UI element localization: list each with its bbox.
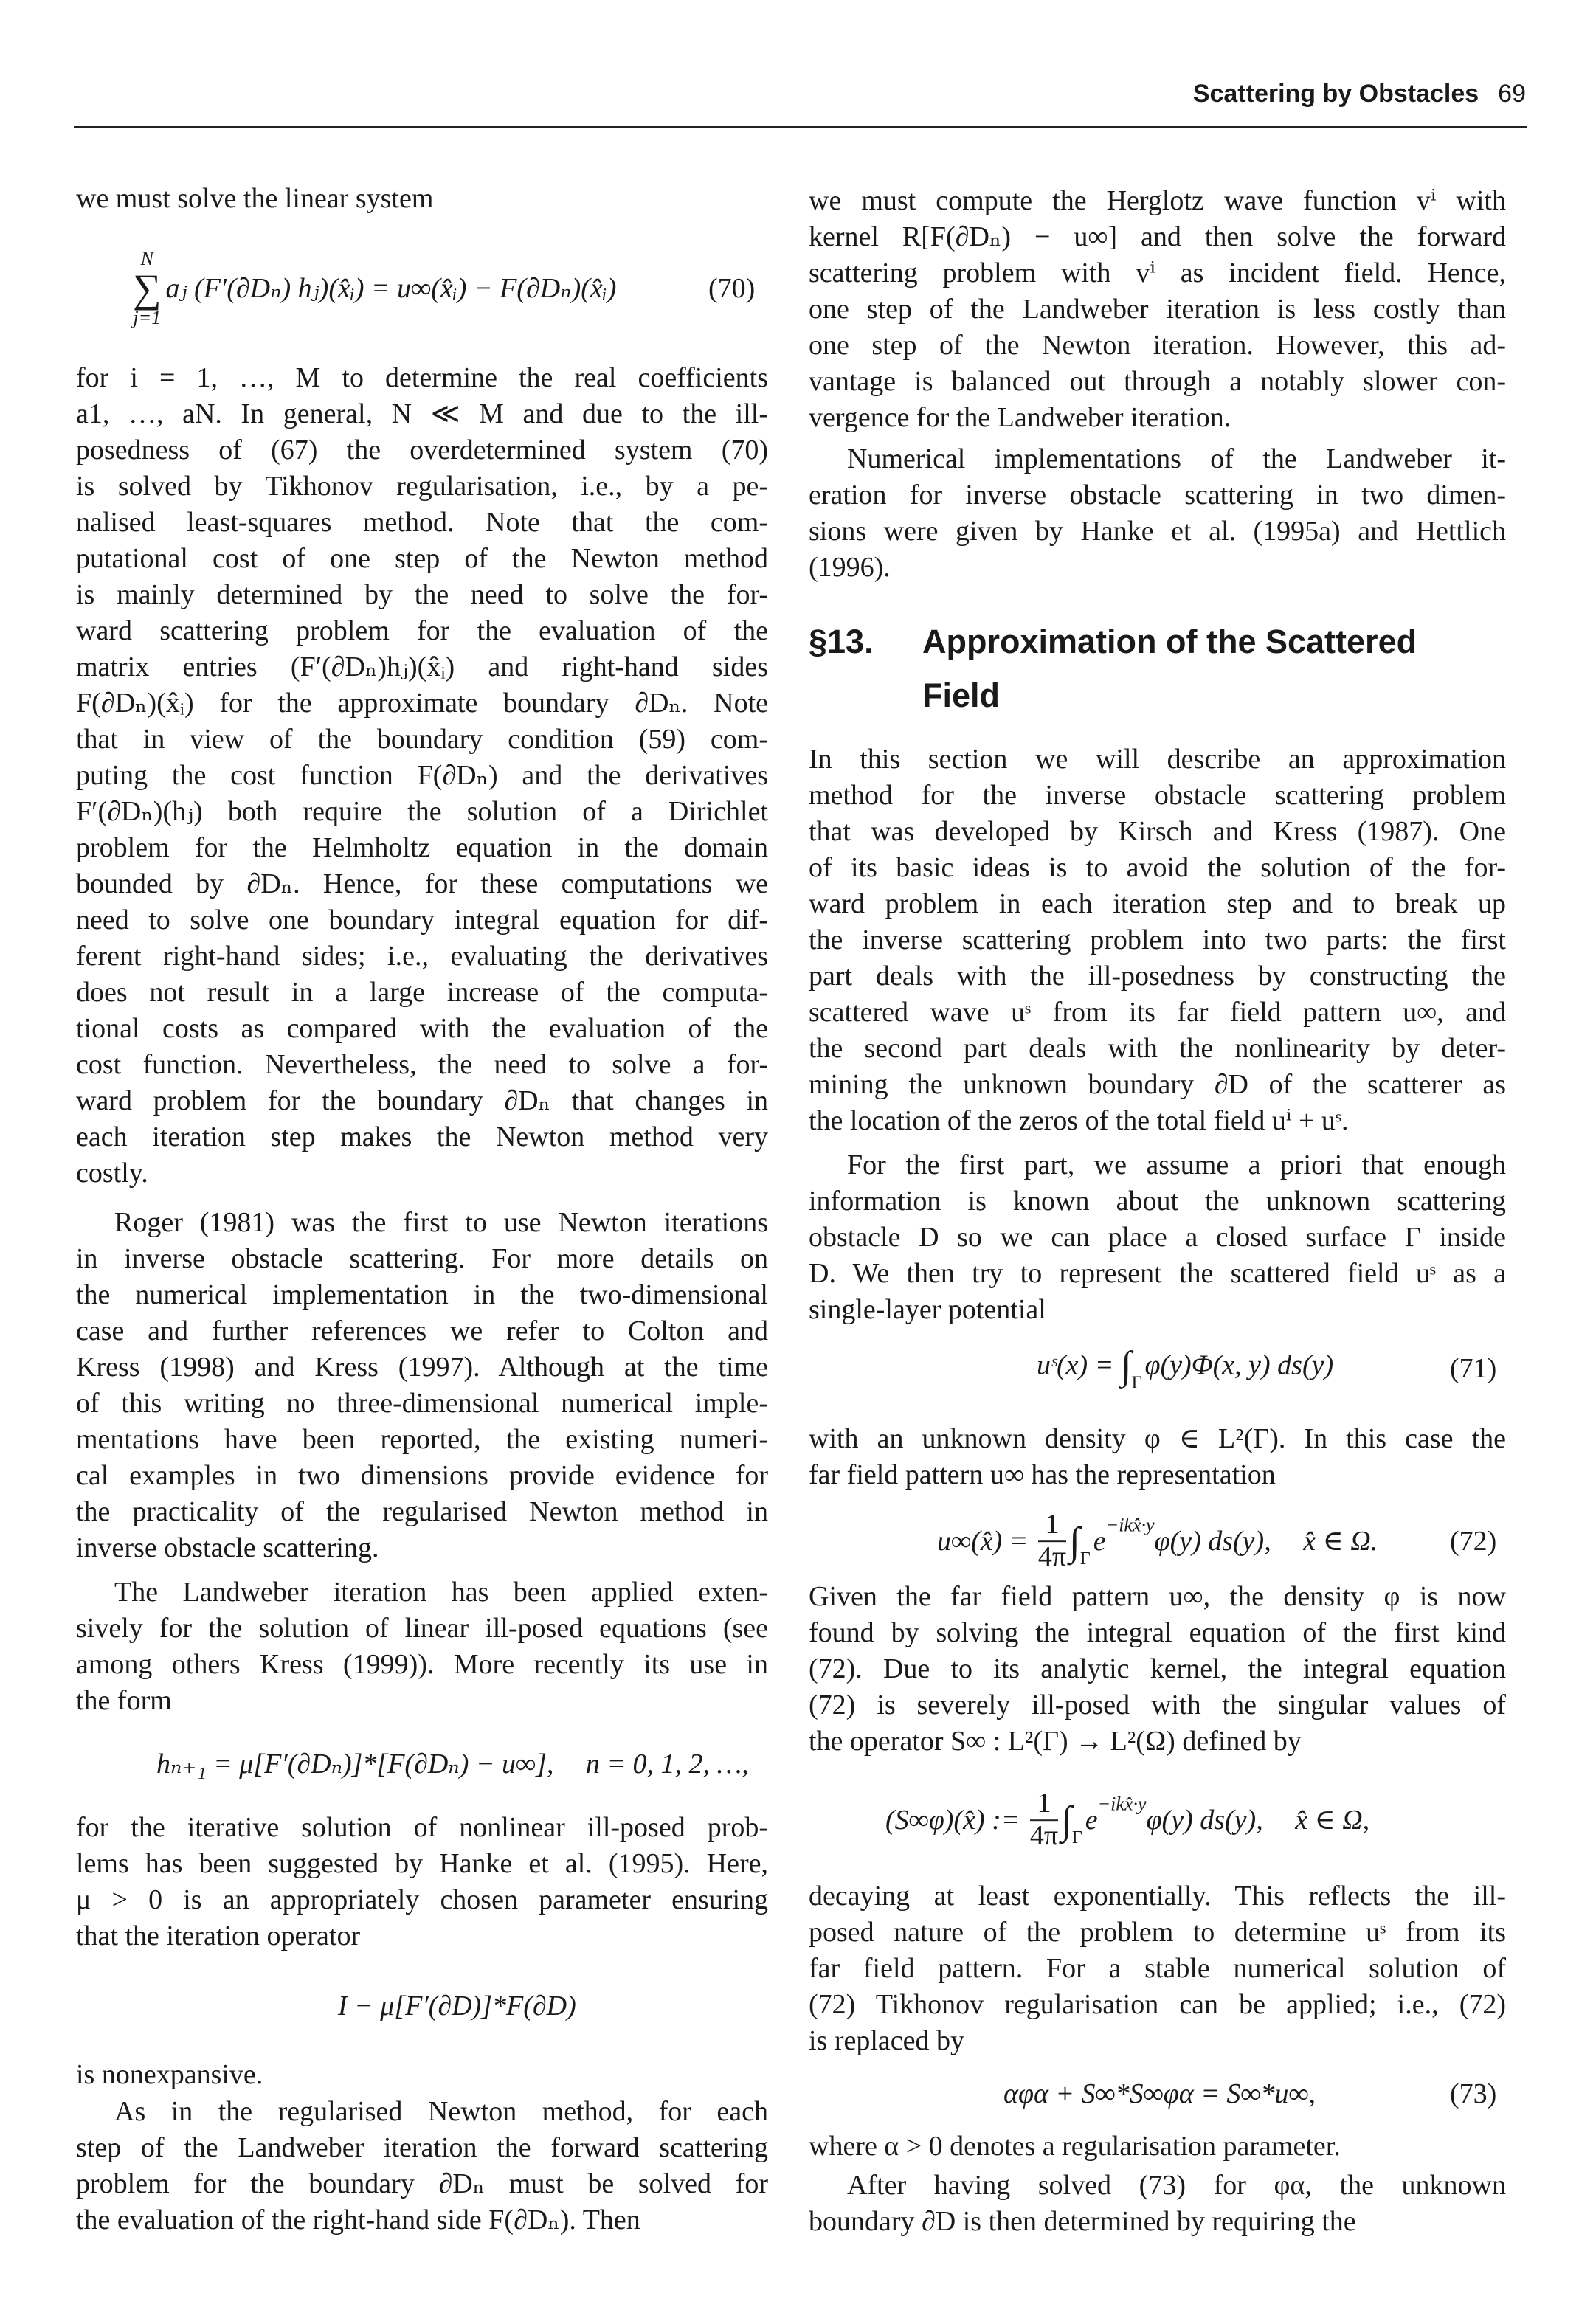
text-line: the practicality of the regularised Newton method in [76, 1496, 768, 1527]
text-line: single-layer potential [809, 1294, 1046, 1325]
running-title: Scattering by Obstacles [1192, 80, 1479, 108]
text-line: tional costs as compared with the evaluation of the [76, 1013, 768, 1044]
text-line: the inverse scattering problem into two parts: the first [809, 924, 1506, 955]
paragraph [76, 360, 768, 1192]
text-line: problem for the boundary ∂Dₙ must be solved for [76, 2168, 768, 2199]
text-line: of this writing no three-dimensional numerical imple- [76, 1388, 768, 1419]
equation-far-field-operator [885, 1788, 1369, 1852]
text-line: ward problem in each iteration step and to break up [809, 888, 1506, 919]
text-line: The Landweber iteration has been applied exten- [114, 1577, 768, 1608]
text-line: part deals with the ill-posedness by constructing the [809, 961, 1506, 992]
text-line: mentations have been reported, the existing numeri- [76, 1424, 768, 1455]
text-line: matrix entries (F′(∂Dₙ)hⱼ)(x̂ᵢ) and right-hand sides [76, 651, 768, 682]
integral-domain: Γ [1131, 1373, 1142, 1393]
text-line: one step of the Landweber iteration is less costly than [809, 294, 1506, 325]
paragraph [76, 1205, 768, 1566]
integral-symbol: ∫ [1061, 1798, 1072, 1842]
text-line: does not result in a large increase of the computa- [76, 977, 768, 1008]
text-line: sions were given by Hanke et al. (1995a) and Hettlich [809, 516, 1506, 547]
equation-body: aⱼ (F′(∂Dₙ) hⱼ)(x̂ᵢ) = u∞(x̂ᵢ) − F(∂Dₙ)(x̂ᵢ) [165, 273, 617, 304]
section-title-continued: Field [922, 677, 1001, 714]
running-header [1193, 80, 1526, 108]
equation-body: αφα + S∞*S∞φα = S∞*u∞, [1003, 2078, 1316, 2109]
text-line: cal examples in two dimensions provide evidence for [76, 1460, 768, 1491]
header-rule [74, 126, 1527, 128]
text-line: posedness of (67) the overdetermined system (70) [76, 435, 768, 466]
text-line: For the first part, we assume a priori that enough [847, 1149, 1506, 1180]
paragraph [809, 441, 1506, 586]
text-line: (72) is severely ill-posed with the singular values of [809, 1690, 1506, 1720]
text-line: case and further references we refer to Colton and [76, 1315, 768, 1346]
integral-domain: Γ [1079, 1549, 1091, 1569]
paragraph [809, 2128, 1506, 2165]
text-line: sively for the solution of linear ill-posed equations (see [76, 1613, 768, 1644]
text-line: vergence for the Landweber iteration. [809, 402, 1231, 433]
equation-body: φ(y)Φ(x, y) ds(y) [1144, 1349, 1334, 1381]
text-line: eration for inverse obstacle scattering in two dimen- [809, 480, 1506, 511]
equation-condition: n = 0, 1, 2, …, [585, 1749, 749, 1780]
text-line: that the iteration operator [76, 1920, 361, 1951]
exponential-base: e [1085, 1805, 1098, 1836]
text-line: μ > 0 is an appropriately chosen parameter ensuring [76, 1884, 768, 1915]
text-line: vantage is balanced out through a notably slower con- [809, 366, 1506, 397]
equation-condition: x̂ ∈ Ω. [1303, 1526, 1378, 1557]
equation-71 [1037, 1343, 1334, 1393]
integral-domain: Γ [1071, 1827, 1082, 1847]
text-line: found by solving the integral equation of the first kind [809, 1617, 1506, 1648]
text-line: obstacle D so we can place a closed surface Γ inside [809, 1222, 1506, 1253]
exponent: −ikx̂·y [1105, 1514, 1155, 1536]
text-line: the numerical implementation in the two-dimensional [76, 1279, 768, 1310]
text-line: posed nature of the problem to determine uˢ from its [809, 1917, 1506, 1948]
equation-lhs: u∞(x̂) = [937, 1526, 1029, 1557]
equation-operator [338, 1992, 576, 2020]
text-line: the second part deals with the nonlinearity by deter- [809, 1033, 1506, 1064]
sum-upper-limit: N [140, 248, 153, 269]
exponent: −ikx̂·y [1097, 1793, 1147, 1815]
text-line: the form [76, 1685, 172, 1716]
text-line: we must solve the linear system [76, 183, 434, 214]
fraction [1030, 1788, 1058, 1852]
text-line: After having solved (73) for φα, the unknown [847, 2170, 1506, 2201]
equation-72 [937, 1509, 1378, 1573]
text-line: information is known about the unknown scattering [809, 1186, 1506, 1217]
text-line: lems has been suggested by Hanke et al. (1995). Here, [76, 1848, 768, 1879]
text-line: ward scattering problem for the evaluation of the [76, 615, 768, 646]
text-line: In this section we will describe an approximation [809, 744, 1506, 775]
integral-symbol: ∫ [1120, 1343, 1132, 1388]
sum-lower-limit: j=1 [133, 307, 162, 328]
text-line: is replaced by [809, 2025, 965, 2056]
text-line: among others Kress (1999)). More recently its use in [76, 1649, 768, 1680]
section-number: §13. [809, 623, 874, 660]
fraction-numerator: 1 [1030, 1788, 1058, 1821]
equation-body: I − μ[F′(∂D)]*F(∂D) [338, 1991, 576, 2022]
text-line: (1996). [809, 552, 891, 583]
paragraph [76, 2094, 768, 2238]
text-line: method for the inverse obstacle scattering problem [809, 780, 1506, 811]
text-line: nalised least-squares method. Note that the com- [76, 507, 768, 538]
equation-number: (70) [708, 273, 756, 304]
exponential-base: e [1093, 1526, 1106, 1557]
text-line: for the iterative solution of nonlinear ill-posed prob- [76, 1812, 768, 1843]
equation-lhs: (S∞φ)(x̂) := [885, 1805, 1020, 1836]
equation-70 [133, 249, 616, 328]
text-line: Numerical implementations of the Landweber it- [847, 443, 1506, 474]
text-line: far field pattern u∞ has the representation [809, 1459, 1276, 1490]
text-line: the location of the zeros of the total field uⁱ + uˢ. [809, 1105, 1349, 1136]
text-line: for i = 1, …, M to determine the real coefficients [76, 362, 768, 393]
text-line: mining the unknown boundary ∂D of the scatterer as [809, 1069, 1506, 1100]
fraction [1038, 1509, 1066, 1573]
text-line: bounded by ∂Dₙ. Hence, for these computations we [76, 868, 768, 899]
equation-lhs: uˢ(x) = [1037, 1349, 1114, 1381]
text-line: scattering problem with vⁱ as incident field. Hence, [809, 257, 1506, 288]
text-line: that in view of the boundary condition (59) com- [76, 724, 768, 755]
text-line: with an unknown density φ ∈ L²(Γ). In this case the [809, 1423, 1506, 1454]
text-line: kernel R[F(∂Dₙ) − u∞] and then solve the forward [809, 221, 1506, 252]
text-line: F(∂Dₙ)(x̂ᵢ) for the approximate boundary ∂Dₙ. Note [76, 688, 768, 719]
text-line: is mainly determined by the need to solve the for- [76, 579, 768, 610]
paragraph [809, 1878, 1506, 2059]
page-number: 69 [1498, 80, 1526, 108]
fraction-numerator: 1 [1038, 1509, 1066, 1542]
equation-body: φ(y) ds(y), [1154, 1526, 1271, 1557]
paragraph [809, 2168, 1506, 2240]
equation-condition: x̂ ∈ Ω, [1295, 1805, 1370, 1836]
text-line: decaying at least exponentially. This reflects the ill- [809, 1881, 1506, 1912]
text-line: is nonexpansive. [76, 2059, 263, 2090]
section-title: Approximation of the Scattered [922, 623, 1417, 660]
text-line: (72) Tikhonov regularisation can be applied; i.e., (72) [809, 1989, 1506, 2020]
paragraph [76, 1810, 768, 1954]
text-line: putational cost of one step of the Newton method [76, 543, 768, 574]
text-line: problem for the Helmholtz equation in the domain [76, 832, 768, 863]
paragraph [809, 1579, 1506, 1760]
text-line: the operator S∞ : L²(Γ) → L²(Ω) defined by [809, 1726, 1302, 1757]
equation-73 [1003, 2080, 1316, 2108]
text-line: in inverse obstacle scattering. For more details on [76, 1243, 768, 1274]
text-line: puting the cost function F(∂Dₙ) and the derivatives [76, 760, 768, 791]
text-line: Given the far field pattern u∞, the density φ is now [809, 1581, 1506, 1612]
text-line: Kress (1998) and Kress (1997). Although at the time [76, 1352, 768, 1383]
paragraph [809, 1421, 1506, 1493]
paragraph [76, 1574, 768, 1719]
text-line: the evaluation of the right-hand side F(∂Dₙ). Then [76, 2204, 640, 2235]
text-line: step of the Landweber iteration the forward scattering [76, 2132, 768, 2163]
text-line: we must compute the Herglotz wave function vⁱ with [809, 185, 1506, 216]
equation-number: (72) [1450, 1526, 1497, 1557]
text-line: boundary ∂D is then determined by requiring the [809, 2206, 1356, 2237]
text-line: is solved by Tikhonov regularisation, i.e., by a pe- [76, 471, 768, 502]
paragraph [76, 181, 768, 217]
fraction-denominator: 4π [1037, 1541, 1067, 1572]
text-line: that was developed by Kirsch and Kress (1987). One [809, 816, 1506, 847]
text-line: each iteration step makes the Newton method very [76, 1121, 768, 1152]
text-line: far field pattern. For a stable numerical solution of [809, 1953, 1506, 1984]
text-line: costly. [76, 1158, 148, 1189]
text-line: need to solve one boundary integral equation for dif- [76, 905, 768, 936]
text-line: scattered wave uˢ from its far field pattern u∞, and [809, 997, 1506, 1028]
text-line: D. We then try to represent the scattered field uˢ as a [809, 1258, 1506, 1289]
paragraph [809, 183, 1506, 436]
text-line: of its basic ideas is to avoid the solution of the for- [809, 852, 1506, 883]
text-line: ferent right-hand sides; i.e., evaluating the derivatives [76, 941, 768, 972]
sum-symbol: ∑ [133, 266, 162, 311]
text-line: (72). Due to its analytic kernel, the integral equation [809, 1653, 1506, 1684]
text-line: a1, …, aN. In general, N ≪ M and due to the ill- [76, 398, 768, 429]
text-line: cost function. Nevertheless, the need to solve a for- [76, 1049, 768, 1080]
equation-body: φ(y) ds(y), [1146, 1805, 1263, 1836]
fraction-denominator: 4π [1029, 1820, 1059, 1851]
paragraph [76, 2057, 768, 2093]
paragraph [809, 741, 1506, 1139]
text-line: ward problem for the boundary ∂Dₙ that changes in [76, 1085, 768, 1116]
text-line: where α > 0 denotes a regularisation parameter. [809, 2131, 1341, 2162]
equation-number: (71) [1450, 1353, 1497, 1384]
summation [133, 249, 162, 328]
integral-symbol: ∫ [1069, 1519, 1080, 1563]
paragraph [809, 1147, 1506, 1328]
text-line: Roger (1981) was the first to use Newton iterations [114, 1207, 768, 1238]
text-line: As in the regularised Newton method, for each [114, 2096, 768, 2127]
equation-number: (73) [1450, 2078, 1497, 2109]
text-line: inverse obstacle scattering. [76, 1532, 379, 1563]
text-line: one step of the Newton iteration. However, this ad- [809, 330, 1506, 361]
equation-body: hₙ₊₁ = μ[F′(∂Dₙ)]*[F(∂Dₙ) − u∞], [156, 1749, 554, 1780]
equation-landweber [156, 1750, 749, 1778]
text-line: F′(∂Dₙ)(hⱼ) both require the solution of a Dirichlet [76, 796, 768, 827]
